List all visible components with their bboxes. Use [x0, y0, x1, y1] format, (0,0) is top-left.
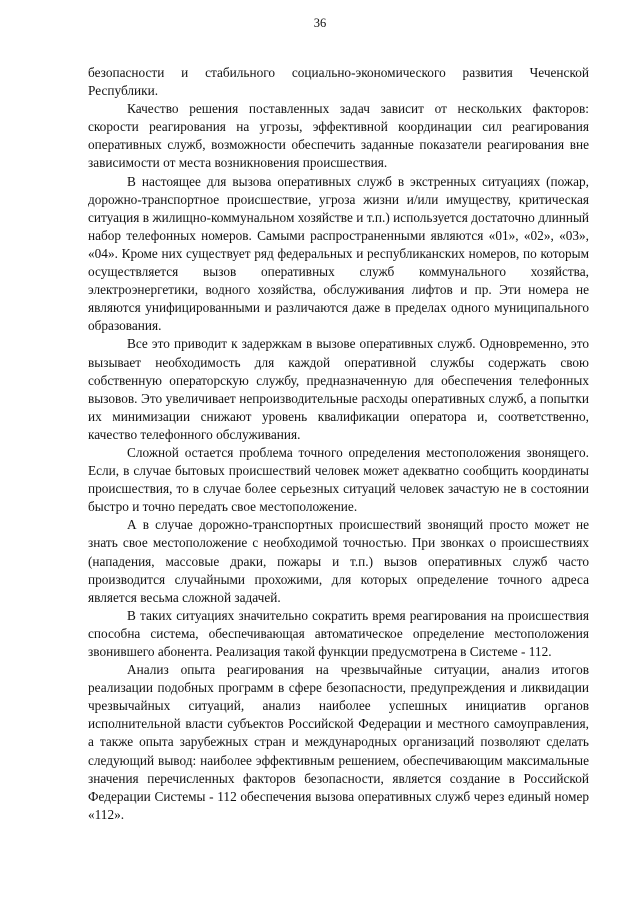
document-body — [88, 64, 589, 824]
paragraph: Анализ опыта реагирования на чрезвычайные ситуации, анализ итогов реализации подобных программ в сфере безопасности, предупреждения и ликвидации чрезвычайных ситуаций, анализ наиболее успешных инициатив органов исполнительной власти субъектов Российской Федерации и местного самоуправления, а также опыта зарубежных стран и международных организаций позволяют сделать следующий вывод: наиболее эффективным решением, обеспечивающим максимальные значения перечисленных факторов безопасности, является создание в Российской Федерации Системы - 112 обеспечения вызова оперативных служб через единый номер «112». — [88, 662, 589, 822]
paragraph: Сложной остается проблема точного определения местоположения звонящего. Если, в случае бытовых происшествий человек может адекватно сообщить координаты происшествия, то в случае более серьезных ситуаций человек зачастую не в состоянии быстро и точно передать свое местоположение. — [88, 444, 589, 515]
paragraph-continuation: безопасности и стабильного социально-экономического развития Чеченской Республики. — [88, 65, 589, 99]
paragraph: В таких ситуациях значительно сократить время реагирования на происшествия способна система, обеспечивающая автоматическое определение местоположения звонившего абонента. Реализация такой функции предусмотрена в Системе - 112. — [88, 607, 589, 659]
paragraph: А в случае дорожно-транспортных происшествий звонящий просто может не знать свое местоположение с необходимой точностью. При звонках о происшествиях (нападения, массовые драки, пожары и т.п.) вызов оперативных служб часто производится случайными прохожими, для которых определение точного адреса является весьма сложной задачей. — [88, 517, 589, 605]
paragraph: В настоящее для вызова оперативных служб в экстренных ситуациях (пожар, дорожно-транспортное происшествие, угроза жизни и/или имуществу, критическая ситуация в жилищно-коммунальном хозяйстве и т.п.) используется достаточно длинный набор телефонных номеров. Самыми распространенными являются «01», «02», «03», «04». Кроме них существует ряд федеральных и республиканских номеров, по которым осуществляется вызов оперативных служб коммунального хозяйства, электроэнергетики, водного хозяйства, обслуживания лифтов и пр. Эти номера не являются унифицированными и различаются даже в пределах одного муниципального образования. — [88, 173, 589, 334]
paragraph: Качество решения поставленных задач зависит от нескольких факторов: скорости реагирования на угрозы, эффективной координации сил реагирования оперативных служб, возможности обеспечить заданные показатели реагирования вне зависимости от места возникновения происшествия. — [88, 101, 589, 171]
page-number: 36 — [313, 16, 327, 30]
paragraph: Все это приводит к задержкам в вызове оперативных служб. Одновременно, это вызывает необходимость для каждой оперативной службы содержать свою собственную операторскую службу, предназначенную для обеспечения телефонных вызовов. Это увеличивает непроизводительные расходы оперативных служб, а попытки их минимизации снижают уровень квалификации оператора и, соответственно, качество телефонного обслуживания. — [88, 336, 589, 442]
